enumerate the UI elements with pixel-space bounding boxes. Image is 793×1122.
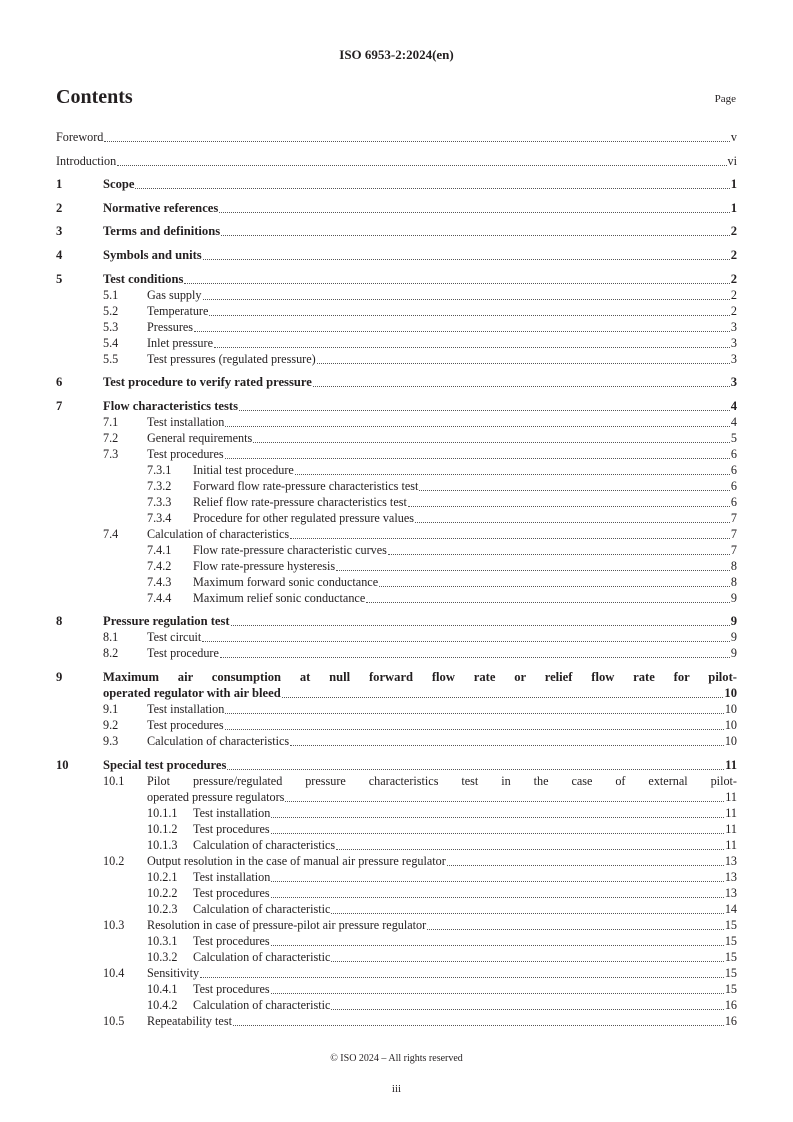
toc-entry-page: 11 xyxy=(725,757,737,772)
toc-entry-number: 7.3.1 xyxy=(147,462,172,477)
toc-entry-title: Initial test procedure xyxy=(193,462,294,477)
toc-entry-title: Calculation of characteristic xyxy=(193,901,331,916)
toc-entry-page: 4 xyxy=(730,414,737,429)
toc-entry-page: 2 xyxy=(730,287,737,302)
dot-leader xyxy=(214,347,730,348)
toc-entry[interactable] xyxy=(56,629,737,645)
toc-entry[interactable] xyxy=(56,773,737,805)
toc-entry-title: Temperature xyxy=(147,303,209,318)
toc-entry-number: 7.3 xyxy=(103,446,119,461)
dot-leader xyxy=(285,801,724,802)
toc-entry-title: Pressures xyxy=(147,319,194,334)
dot-leader xyxy=(231,625,730,626)
toc-entry-page: 3 xyxy=(730,375,737,390)
toc-entry-page: 6 xyxy=(730,462,737,477)
toc-entry-number: 7.1 xyxy=(103,414,119,429)
toc-entry-number: 4 xyxy=(56,247,63,262)
dot-leader xyxy=(104,141,730,142)
toc-entry-title: Test procedures xyxy=(193,981,270,996)
toc-entry-number: 9.1 xyxy=(103,701,119,716)
toc-entry-title: Calculation of characteristics xyxy=(147,733,290,748)
dot-leader xyxy=(427,929,724,930)
toc-entry-page: 7 xyxy=(730,542,737,557)
dot-leader xyxy=(225,729,724,730)
toc-entry[interactable] xyxy=(56,153,737,169)
toc-entry-title: Flow characteristics tests xyxy=(103,398,238,413)
toc-entry[interactable] xyxy=(56,837,737,853)
toc-entry-number: 2 xyxy=(56,200,63,215)
toc-entry-title: Test installation xyxy=(147,414,225,429)
toc-entry-page: 5 xyxy=(730,430,737,445)
dot-leader xyxy=(194,331,730,332)
toc-entry-page: 15 xyxy=(724,949,737,964)
toc-entry-page: 9 xyxy=(730,614,737,629)
toc-entry-title: Foreword xyxy=(56,130,104,144)
dot-leader xyxy=(366,602,730,603)
toc-entry-number: 5.1 xyxy=(103,287,119,302)
toc-entry-page: 1 xyxy=(730,200,737,215)
toc-entry-title: Inlet pressure xyxy=(147,335,213,350)
dot-leader xyxy=(203,259,730,260)
toc-entry-number: 7.4.2 xyxy=(147,558,172,573)
toc-entry[interactable] xyxy=(56,853,737,869)
toc-entry-page: 10 xyxy=(724,685,737,700)
toc-entry-page: 9 xyxy=(730,646,737,661)
toc-entry[interactable] xyxy=(56,733,737,749)
toc-entry-number: 10.2.1 xyxy=(147,869,178,884)
dot-leader xyxy=(220,657,730,658)
toc-entry-number: 7 xyxy=(56,398,63,413)
dot-leader xyxy=(271,881,723,882)
toc-entry[interactable] xyxy=(56,287,737,303)
toc-entry[interactable] xyxy=(56,303,737,319)
toc-entry[interactable] xyxy=(56,645,737,661)
toc-entry-page: 16 xyxy=(724,1013,737,1028)
toc-entry-title: Calculation of characteristic xyxy=(193,997,331,1012)
dot-leader xyxy=(282,697,724,698)
toc-entry[interactable] xyxy=(56,669,737,701)
toc-entry-title: Test procedures xyxy=(147,717,224,732)
toc-entry-title: Symbols and units xyxy=(103,247,202,262)
toc-entry[interactable] xyxy=(56,574,737,590)
toc-entry-page: 7 xyxy=(730,510,737,525)
toc-entry[interactable] xyxy=(56,701,737,717)
toc-entry-page: v xyxy=(730,130,737,144)
toc-entry[interactable] xyxy=(56,965,737,981)
toc-entry-title: Calculation of characteristic xyxy=(193,949,331,964)
toc-entry-title: Test procedures xyxy=(193,821,270,836)
toc-entry-title: Test procedures xyxy=(147,446,224,461)
toc-entry-number: 10.3 xyxy=(103,917,125,932)
toc-entry-page: 15 xyxy=(724,981,737,996)
dot-leader xyxy=(313,386,730,387)
dot-leader xyxy=(202,641,730,642)
toc-entry-page: 10 xyxy=(724,717,737,732)
toc-entry[interactable] xyxy=(56,247,737,263)
toc-entry-page: 8 xyxy=(730,558,737,573)
toc-entry-title: Resolution in case of pressure-pilot air pressure regulator xyxy=(147,917,427,932)
toc-entry-title: Special test procedures xyxy=(103,757,227,772)
toc-entry-title: Test installation xyxy=(193,869,271,884)
toc-entry-number: 7.4.4 xyxy=(147,590,172,605)
toc-entry-number: 3 xyxy=(56,224,63,239)
toc-entry-number: 8.1 xyxy=(103,630,119,645)
toc-entry-title: Flow rate-pressure characteristic curves xyxy=(193,542,387,557)
toc-entry[interactable] xyxy=(56,271,737,287)
toc-entry-number: 10.1.2 xyxy=(147,821,178,836)
toc-entry[interactable] xyxy=(56,223,737,239)
dot-leader xyxy=(290,538,730,539)
dot-leader xyxy=(331,961,723,962)
toc-entry[interactable] xyxy=(56,805,737,821)
dot-leader xyxy=(331,913,723,914)
toc-entry-number: 7.3.2 xyxy=(147,478,172,493)
toc-entry[interactable] xyxy=(56,949,737,965)
toc-entry-page: 11 xyxy=(725,821,737,836)
toc-entry-title-line1: Maximum air consumption at null forward flow rate or relief flow rate for pilot- xyxy=(103,669,737,684)
document-id-header: ISO 6953-2:2024(en) xyxy=(339,47,454,62)
toc-entry-number: 5 xyxy=(56,271,63,286)
toc-entry-title: Forward flow rate-pressure characteristics test xyxy=(193,478,419,493)
toc-entry[interactable] xyxy=(56,1013,737,1029)
toc-entry-title: Test procedures xyxy=(193,933,270,948)
toc-entry[interactable] xyxy=(56,981,737,997)
toc-entry-title: Test procedure xyxy=(147,646,219,661)
toc-entry-number: 10.1.1 xyxy=(147,805,178,820)
toc-entry-title: General requirements xyxy=(147,430,253,445)
dot-leader xyxy=(203,299,730,300)
toc-entry-page: vi xyxy=(727,153,737,168)
toc-entry-page: 6 xyxy=(730,478,737,493)
toc-entry-title: Normative references xyxy=(103,200,219,215)
toc-entry[interactable] xyxy=(56,717,737,733)
toc-entry-title: Test installation xyxy=(193,805,271,820)
toc-entry-number: 5.3 xyxy=(103,319,119,334)
toc-entry-page: 13 xyxy=(724,853,737,868)
dot-leader xyxy=(408,506,730,507)
toc-entry-number: 9.3 xyxy=(103,733,119,748)
toc-entry[interactable] xyxy=(56,917,737,933)
dot-leader xyxy=(219,212,729,213)
toc-entry[interactable] xyxy=(56,821,737,837)
dot-leader xyxy=(271,897,724,898)
toc-entry-number: 1 xyxy=(56,177,63,192)
contents-heading: Contents xyxy=(56,86,133,108)
toc-entry-title-line2: operated regulator with air bleed xyxy=(103,685,281,700)
toc-entry-number: 10 xyxy=(56,757,69,772)
toc-entry-number: 8 xyxy=(56,614,63,629)
toc-entry-page: 2 xyxy=(730,247,737,262)
toc-entry-title: Repeatability test xyxy=(147,1013,232,1028)
toc-entry-number: 10.1 xyxy=(103,773,125,788)
toc-entry-number: 10.4 xyxy=(103,965,125,980)
toc-entry-page: 10 xyxy=(724,701,737,716)
toc-entry-title: Test procedure to verify rated pressure xyxy=(103,375,312,390)
toc-entry[interactable] xyxy=(56,933,737,949)
dot-leader xyxy=(135,188,729,189)
toc-entry-page: 6 xyxy=(730,494,737,509)
toc-entry-page: 9 xyxy=(730,590,737,605)
toc-entry-number: 10.4.2 xyxy=(147,997,178,1012)
toc-entry[interactable] xyxy=(56,757,737,773)
toc-entry[interactable] xyxy=(56,462,737,478)
toc-entry-title: Test procedures xyxy=(193,885,270,900)
dot-leader xyxy=(271,833,725,834)
toc-entry-title-line2: operated pressure regulators xyxy=(147,789,285,804)
dot-leader xyxy=(388,554,730,555)
toc-entry[interactable] xyxy=(56,590,737,606)
dot-leader xyxy=(209,315,730,316)
toc-entry[interactable] xyxy=(56,885,737,901)
toc-entry[interactable] xyxy=(56,446,737,462)
toc-entry-title: Test circuit xyxy=(147,630,202,645)
toc-entry-number: 7.3.3 xyxy=(147,494,172,509)
toc-entry[interactable] xyxy=(56,494,737,510)
toc-entry-title: Test conditions xyxy=(103,271,184,286)
dot-leader xyxy=(419,490,730,491)
dot-leader xyxy=(317,363,730,364)
toc-entry-page: 1 xyxy=(730,177,737,192)
toc-entry-page: 3 xyxy=(730,319,737,334)
toc-entry-page: 3 xyxy=(730,351,737,366)
toc-entry[interactable] xyxy=(56,869,737,885)
toc-entry[interactable] xyxy=(56,478,737,494)
toc-entry-page: 15 xyxy=(724,965,737,980)
toc-entry-number: 10.2.3 xyxy=(147,901,178,916)
toc-entry-number: 7.2 xyxy=(103,430,119,445)
toc-entry[interactable] xyxy=(56,374,737,390)
toc-entry-page: 16 xyxy=(724,997,737,1012)
toc-entry-page: 2 xyxy=(730,271,737,286)
toc-entry[interactable] xyxy=(56,351,737,367)
toc-entry[interactable] xyxy=(56,176,737,192)
toc-entry-page: 15 xyxy=(724,933,737,948)
toc-entry-page: 15 xyxy=(724,917,737,932)
toc-entry[interactable] xyxy=(56,901,737,917)
toc-entry[interactable] xyxy=(56,414,737,430)
toc-entry-page: 2 xyxy=(730,224,737,239)
toc-entry[interactable] xyxy=(56,129,737,145)
toc-entry-page: 13 xyxy=(724,869,737,884)
toc-entry-number: 7.4.1 xyxy=(147,542,172,557)
toc-entry-number: 6 xyxy=(56,375,63,390)
dot-leader xyxy=(253,442,730,443)
dot-leader xyxy=(225,458,730,459)
page-number: iii xyxy=(391,1083,402,1095)
dot-leader xyxy=(336,849,724,850)
dot-leader xyxy=(271,945,724,946)
toc-entry-page: 4 xyxy=(730,398,737,413)
toc-entry-number: 5.4 xyxy=(103,335,119,350)
toc-entry[interactable] xyxy=(56,200,737,216)
toc-entry-title: Test installation xyxy=(147,701,225,716)
toc-entry-title: Test pressures (regulated pressure) xyxy=(147,351,316,366)
toc-entry-title: Scope xyxy=(103,177,135,192)
toc-entry-page: 11 xyxy=(725,805,737,820)
toc-entry-number: 10.5 xyxy=(103,1013,125,1028)
toc-entry-number: 7.3.4 xyxy=(147,510,172,525)
dot-leader xyxy=(239,410,730,411)
toc-entry-number: 10.4.1 xyxy=(147,981,178,996)
dot-leader xyxy=(221,235,730,236)
toc-entry-title: Gas supply xyxy=(147,287,202,302)
toc-entry-page: 9 xyxy=(730,630,737,645)
copyright-footer: © ISO 2024 – All rights reserved xyxy=(330,1053,463,1064)
dot-leader xyxy=(233,1025,724,1026)
dot-leader xyxy=(336,570,730,571)
toc-entry-title: Maximum relief sonic conductance xyxy=(193,590,366,605)
dot-leader xyxy=(117,165,726,166)
toc-entry[interactable] xyxy=(56,335,737,351)
toc-entry-title: Flow rate-pressure hysteresis xyxy=(193,558,336,573)
dot-leader xyxy=(271,993,724,994)
toc-entry-number: 5.2 xyxy=(103,303,119,318)
toc-entry-page: 10 xyxy=(724,733,737,748)
dot-leader xyxy=(447,865,724,866)
dot-leader xyxy=(331,1009,723,1010)
toc-entry-title: Introduction xyxy=(56,153,117,168)
toc-entry-page: 11 xyxy=(725,837,737,852)
toc-entry[interactable] xyxy=(56,558,737,574)
toc-entry-page: 13 xyxy=(724,885,737,900)
toc-entry-title-line1: Pilot pressure/regulated pressure characteristics test in the case of external pilot- xyxy=(147,773,737,788)
toc-entry-page: 7 xyxy=(730,526,737,541)
toc-entry-number: 7.4.3 xyxy=(147,574,172,589)
toc-entry-number: 10.3.1 xyxy=(147,933,178,948)
dot-leader xyxy=(225,426,730,427)
toc-entry-number: 10.2 xyxy=(103,853,125,868)
toc-entry[interactable] xyxy=(56,997,737,1013)
toc-entry[interactable] xyxy=(56,542,737,558)
dot-leader xyxy=(379,586,730,587)
toc-entry-title: Maximum forward sonic conductance xyxy=(193,574,379,589)
toc-entry-number: 10.2.2 xyxy=(147,885,178,900)
dot-leader xyxy=(200,977,724,978)
page-column-label: Page xyxy=(714,93,736,105)
toc-entry-title: Terms and definitions xyxy=(103,224,221,239)
toc-entry-title: Pressure regulation test xyxy=(103,614,230,629)
toc-entry-page: 14 xyxy=(724,901,737,916)
toc-entry[interactable] xyxy=(56,430,737,446)
dot-leader xyxy=(271,817,724,818)
toc-entry-title: Relief flow rate-pressure characteristics test xyxy=(193,494,407,509)
dot-leader xyxy=(225,713,723,714)
toc-entry-page: 3 xyxy=(730,335,737,350)
toc-entry-title: Procedure for other regulated pressure values xyxy=(193,510,414,525)
toc-entry-number: 9.2 xyxy=(103,717,119,732)
toc-entry-number: 10.3.2 xyxy=(147,949,178,964)
toc-entry-page: 11 xyxy=(725,789,737,804)
toc-entry[interactable] xyxy=(56,526,737,542)
toc-entry[interactable] xyxy=(56,510,737,526)
toc-entry-page: 8 xyxy=(730,574,737,589)
table-of-contents xyxy=(56,129,737,1029)
toc-entry-title: Calculation of characteristics xyxy=(147,526,290,541)
toc-entry-number: 5.5 xyxy=(103,351,119,366)
dot-leader xyxy=(295,474,730,475)
toc-entry-title: Calculation of characteristics xyxy=(193,837,336,852)
toc-entry-title: Output resolution in the case of manual air pressure regulator xyxy=(147,853,446,868)
dot-leader xyxy=(415,522,730,523)
dot-leader xyxy=(227,769,724,770)
toc-entry-page: 6 xyxy=(730,446,737,461)
dot-leader xyxy=(290,745,724,746)
toc-entry-number: 7.4 xyxy=(103,526,119,541)
toc-entry-number: 9 xyxy=(56,669,63,684)
dot-leader xyxy=(184,283,729,284)
toc-entry[interactable] xyxy=(56,398,737,414)
toc-entry-title: Sensitivity xyxy=(147,965,200,980)
toc-entry[interactable] xyxy=(56,319,737,335)
toc-entry-page: 2 xyxy=(730,303,737,318)
toc-entry[interactable] xyxy=(56,613,737,629)
toc-entry-number: 10.1.3 xyxy=(147,837,178,852)
toc-entry-number: 8.2 xyxy=(103,646,119,661)
